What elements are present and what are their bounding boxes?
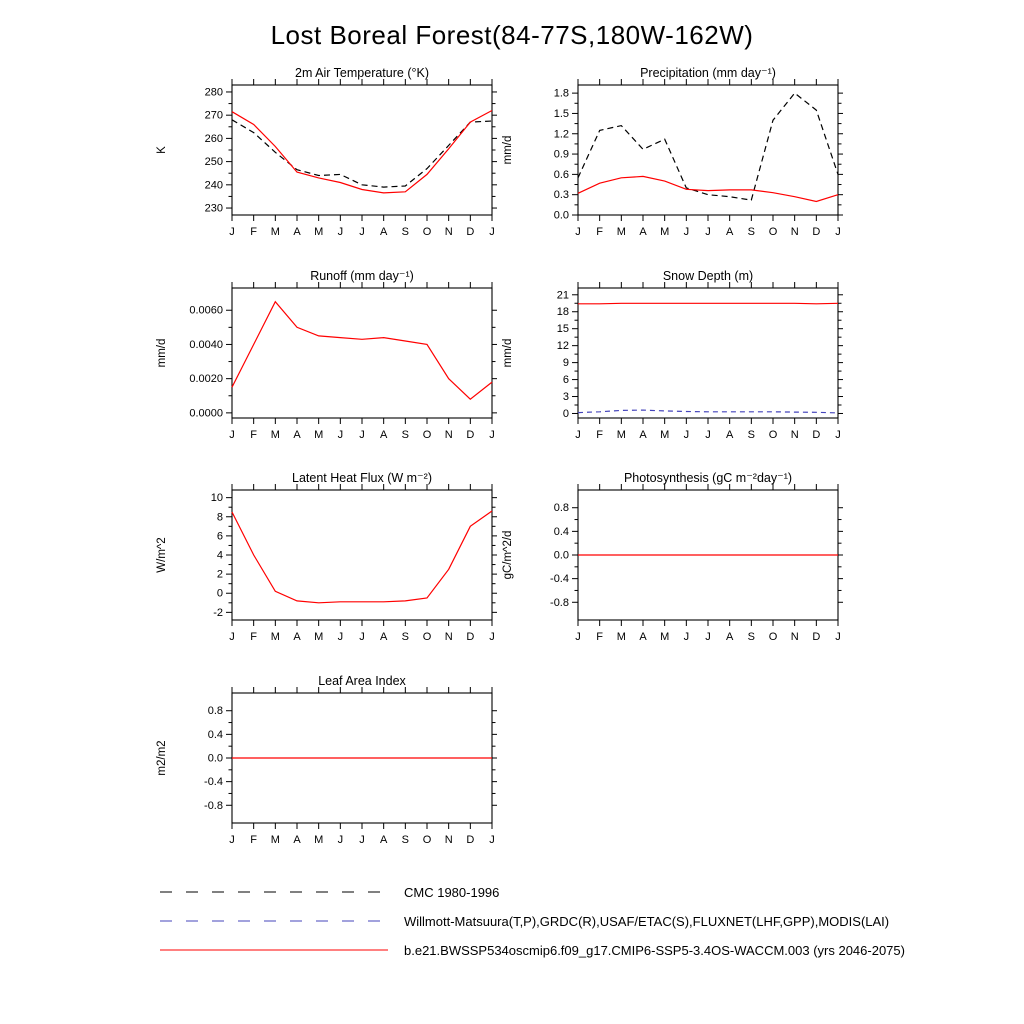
svg-text:2: 2 (216, 568, 223, 581)
svg-text:gC/m^2/d: gC/m^2/d (502, 530, 514, 580)
svg-text:N: N (790, 429, 799, 441)
svg-text:1.2: 1.2 (553, 128, 569, 141)
svg-text:A: A (293, 834, 301, 846)
svg-text:F: F (250, 834, 258, 846)
svg-text:J: J (229, 226, 235, 238)
svg-text:Latent Heat Flux (W m⁻²): Latent Heat Flux (W m⁻²) (292, 471, 432, 485)
svg-text:J: J (359, 226, 365, 238)
svg-text:M: M (616, 429, 626, 441)
svg-text:A: A (379, 226, 388, 238)
svg-text:0.4: 0.4 (207, 728, 223, 741)
chart-runoff (147, 266, 497, 448)
svg-text:J: J (835, 631, 841, 643)
svg-text:F: F (596, 631, 604, 643)
svg-text:Photosynthesis (gC m⁻²day⁻¹): Photosynthesis (gC m⁻²day⁻¹) (623, 471, 793, 485)
legend-label: Willmott-Matsuura(T,P),GRDC(R),USAF/ETAC(S),FLUXNET(LHF,GPP),MODIS(LAI) (404, 913, 890, 929)
svg-text:N: N (444, 226, 453, 238)
legend (158, 882, 905, 969)
svg-text:0.0: 0.0 (207, 752, 223, 765)
svg-text:F: F (250, 226, 258, 238)
svg-text:mm/d: mm/d (502, 135, 514, 165)
svg-text:6: 6 (562, 374, 569, 387)
svg-text:J: J (705, 429, 711, 441)
svg-text:F: F (596, 429, 604, 441)
legend-line-black-dashed-icon (158, 886, 390, 898)
svg-text:O: O (422, 429, 432, 441)
svg-text:A: A (639, 429, 647, 441)
chart-svg-photosynthesis (493, 468, 843, 650)
chart-svg-snow-depth (493, 266, 843, 448)
legend-label: b.e21.BWSSP534oscmip6.f09_g17.CMIP6-SSP5-3.4OS-WACCM.003 (yrs 2046-2075) (404, 942, 905, 958)
svg-text:J: J (359, 429, 365, 441)
svg-text:J: J (683, 429, 690, 441)
chart-leaf-area-index (147, 671, 497, 853)
svg-text:8: 8 (216, 511, 223, 524)
svg-text:O: O (422, 834, 432, 846)
svg-text:N: N (790, 631, 799, 643)
svg-text:S: S (401, 226, 410, 238)
series-latent-heat-flux-model (232, 511, 492, 603)
svg-text:Runoff (mm day⁻¹): Runoff (mm day⁻¹) (310, 269, 414, 283)
series-air-temperature-obs (232, 120, 492, 187)
svg-text:J: J (337, 429, 344, 441)
svg-text:4: 4 (216, 549, 223, 562)
svg-text:A: A (293, 429, 301, 441)
svg-text:M: M (270, 834, 280, 846)
legend-line-red-solid-icon (158, 944, 390, 956)
series-precipitation-model (578, 176, 838, 201)
chart-svg-latent-heat-flux (147, 468, 497, 650)
legend-item-obs (158, 911, 905, 931)
svg-text:M: M (314, 429, 324, 441)
svg-text:A: A (293, 631, 301, 643)
chart-air-temperature (147, 63, 497, 245)
chart-svg-air-temperature (147, 63, 497, 245)
svg-text:J: J (835, 429, 841, 441)
svg-text:J: J (489, 834, 495, 846)
svg-text:260: 260 (204, 132, 223, 145)
svg-text:N: N (790, 226, 799, 238)
svg-text:J: J (705, 226, 711, 238)
svg-text:0.0000: 0.0000 (189, 407, 223, 420)
svg-text:Leaf Area Index: Leaf Area Index (318, 674, 406, 688)
svg-text:mm/d: mm/d (156, 338, 168, 368)
svg-text:J: J (359, 834, 365, 846)
svg-text:O: O (422, 631, 432, 643)
svg-text:O: O (768, 429, 778, 441)
svg-text:0.0060: 0.0060 (189, 304, 223, 317)
svg-text:0.0040: 0.0040 (189, 338, 223, 351)
chart-precipitation (493, 63, 843, 245)
svg-text:250: 250 (204, 156, 223, 169)
svg-text:D: D (466, 429, 475, 441)
svg-text:10: 10 (210, 492, 223, 505)
svg-text:1.5: 1.5 (553, 107, 569, 120)
svg-text:D: D (812, 226, 821, 238)
svg-text:D: D (466, 226, 475, 238)
svg-text:M: M (660, 429, 670, 441)
svg-text:A: A (379, 631, 388, 643)
svg-text:J: J (229, 834, 235, 846)
svg-text:M: M (616, 631, 626, 643)
svg-text:A: A (293, 226, 301, 238)
svg-text:230: 230 (204, 202, 223, 215)
svg-text:0.8: 0.8 (207, 705, 223, 718)
svg-text:0.4: 0.4 (553, 525, 569, 538)
svg-text:J: J (705, 631, 711, 643)
svg-text:N: N (444, 834, 453, 846)
svg-text:D: D (812, 429, 821, 441)
svg-text:J: J (575, 429, 581, 441)
legend-item-model (158, 940, 905, 960)
svg-text:S: S (747, 429, 756, 441)
chart-snow-depth (493, 266, 843, 448)
svg-text:M: M (270, 226, 280, 238)
svg-text:K: K (156, 146, 168, 154)
svg-text:270: 270 (204, 109, 223, 122)
svg-text:S: S (401, 631, 410, 643)
svg-text:-0.8: -0.8 (204, 799, 223, 812)
svg-text:D: D (466, 631, 475, 643)
svg-text:J: J (359, 631, 365, 643)
svg-text:S: S (401, 429, 410, 441)
svg-text:J: J (489, 429, 495, 441)
svg-text:O: O (768, 631, 778, 643)
series-runoff-model (232, 302, 492, 400)
svg-text:0.6: 0.6 (553, 168, 569, 181)
svg-text:M: M (660, 226, 670, 238)
svg-text:A: A (725, 631, 734, 643)
series-precipitation-obs (578, 93, 838, 200)
chart-latent-heat-flux (147, 468, 497, 650)
svg-text:m2/m2: m2/m2 (156, 740, 168, 776)
chart-svg-runoff (147, 266, 497, 448)
svg-text:18: 18 (556, 306, 569, 319)
svg-text:M: M (270, 429, 280, 441)
svg-text:M: M (314, 834, 324, 846)
svg-text:D: D (466, 834, 475, 846)
svg-text:J: J (489, 631, 495, 643)
svg-text:N: N (444, 631, 453, 643)
svg-text:D: D (812, 631, 821, 643)
svg-text:N: N (444, 429, 453, 441)
svg-text:0.0: 0.0 (553, 549, 569, 562)
svg-text:S: S (747, 226, 756, 238)
svg-text:Snow Depth (m): Snow Depth (m) (662, 269, 754, 283)
svg-text:J: J (489, 226, 495, 238)
svg-text:0.9: 0.9 (553, 148, 569, 161)
svg-text:M: M (616, 226, 626, 238)
svg-text:M: M (314, 631, 324, 643)
svg-text:mm/d: mm/d (502, 338, 514, 368)
svg-text:M: M (314, 226, 324, 238)
page-title: Lost Boreal Forest(84-77S,180W-162W) (270, 20, 754, 50)
svg-text:0.3: 0.3 (553, 189, 569, 202)
svg-text:F: F (250, 631, 258, 643)
svg-text:0.0: 0.0 (553, 209, 569, 222)
svg-text:A: A (725, 226, 734, 238)
svg-text:A: A (639, 631, 647, 643)
svg-text:12: 12 (556, 340, 569, 353)
svg-text:F: F (596, 226, 604, 238)
svg-text:-0.4: -0.4 (550, 573, 569, 586)
svg-text:S: S (401, 834, 410, 846)
svg-text:0: 0 (562, 407, 569, 420)
svg-text:M: M (660, 631, 670, 643)
svg-text:0: 0 (216, 587, 223, 600)
legend-item-cmc (158, 882, 905, 902)
svg-text:6: 6 (216, 530, 223, 543)
svg-text:J: J (229, 631, 235, 643)
svg-text:9: 9 (562, 357, 569, 370)
svg-text:J: J (683, 631, 690, 643)
svg-text:15: 15 (556, 323, 569, 336)
chart-svg-precipitation (493, 63, 843, 245)
svg-text:W/m^2: W/m^2 (156, 537, 168, 573)
chart-svg-leaf-area-index (147, 671, 497, 853)
svg-text:J: J (835, 226, 841, 238)
svg-text:3: 3 (562, 391, 569, 404)
svg-text:A: A (639, 226, 647, 238)
svg-text:O: O (768, 226, 778, 238)
svg-text:J: J (229, 429, 235, 441)
svg-text:J: J (575, 631, 581, 643)
svg-text:240: 240 (204, 179, 223, 192)
svg-text:J: J (337, 631, 344, 643)
series-snow-depth-obs (578, 410, 838, 413)
series-snow-depth-model (578, 303, 838, 304)
svg-text:-0.8: -0.8 (550, 596, 569, 609)
svg-text:F: F (250, 429, 258, 441)
chart-photosynthesis (493, 468, 843, 650)
svg-text:21: 21 (556, 289, 569, 302)
svg-text:0.8: 0.8 (553, 502, 569, 515)
svg-text:M: M (270, 631, 280, 643)
svg-text:A: A (379, 834, 388, 846)
svg-text:1.8: 1.8 (553, 87, 569, 100)
svg-text:S: S (747, 631, 756, 643)
svg-text:A: A (725, 429, 734, 441)
svg-text:-2: -2 (213, 606, 223, 619)
series-air-temperature-model (232, 111, 492, 193)
svg-text:J: J (683, 226, 690, 238)
svg-text:0.0020: 0.0020 (189, 373, 223, 386)
legend-line-blue-dashed-icon (158, 915, 390, 927)
svg-text:280: 280 (204, 86, 223, 99)
svg-text:A: A (379, 429, 388, 441)
svg-text:O: O (422, 226, 432, 238)
svg-text:J: J (337, 226, 344, 238)
svg-text:-0.4: -0.4 (204, 776, 223, 789)
svg-text:J: J (337, 834, 344, 846)
svg-text:J: J (575, 226, 581, 238)
svg-text:2m Air Temperature (°K): 2m Air Temperature (°K) (295, 66, 429, 80)
legend-label: CMC 1980-1996 (404, 884, 500, 900)
svg-text:Precipitation (mm day⁻¹): Precipitation (mm day⁻¹) (640, 66, 776, 80)
